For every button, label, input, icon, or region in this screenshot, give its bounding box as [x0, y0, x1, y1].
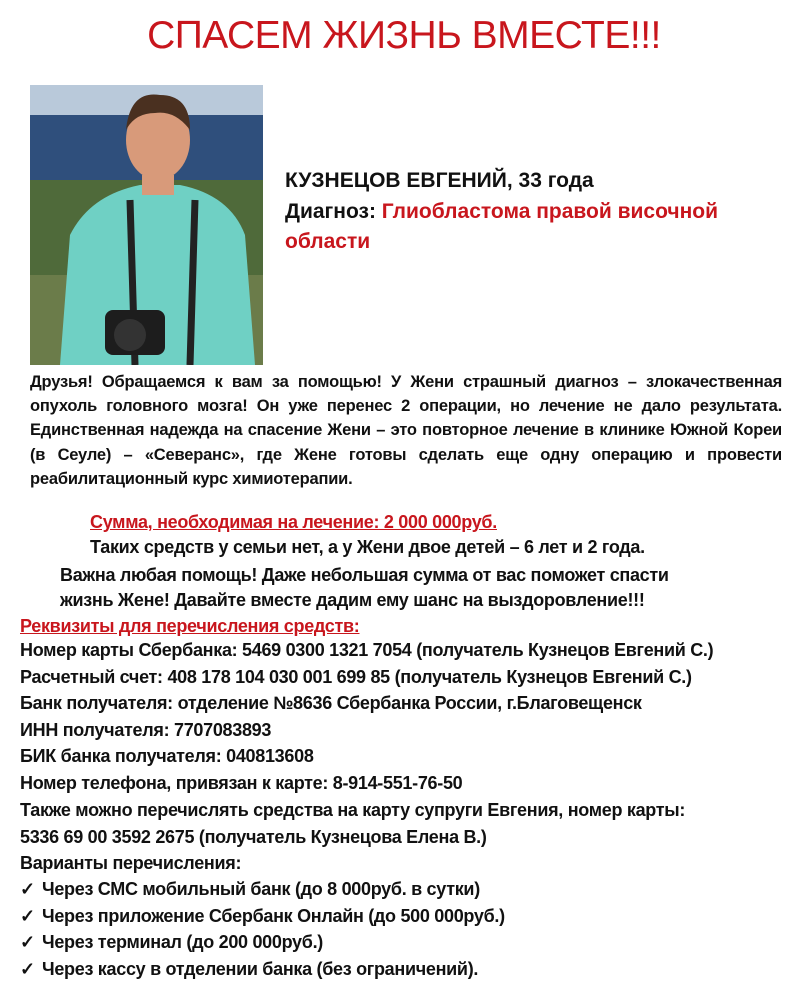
checkmark-icon: ✓ [20, 906, 35, 926]
detail-account: Расчетный счет: 408 178 104 030 001 699 85 (получатель Кузнецов Евгений С.) [20, 667, 692, 687]
poster-title: СПАСЕМ ЖИЗНЬ ВМЕСТЕ!!! [147, 14, 661, 57]
option-label: Через терминал (до 200 000руб.) [42, 932, 323, 952]
checkmark-icon: ✓ [20, 959, 35, 979]
checkmark-icon: ✓ [20, 879, 35, 899]
option-label: Через приложение Сбербанк Онлайн (до 500 000руб.) [42, 906, 505, 926]
detail-spouse: Также можно перечислять средства на карту супруги Евгения, номер карты: [20, 800, 686, 820]
detail-phone: Номер телефона, привязан к карте: 8-914-551-76-50 [20, 773, 463, 793]
diagnosis [285, 200, 718, 224]
option-item [20, 906, 505, 927]
detail-bik: БИК банка получателя: 040813608 [20, 746, 314, 766]
option-item [20, 932, 323, 953]
detail-card: Номер карты Сбербанка: 5469 0300 1321 7054 (получатель Кузнецов Евгений С.) [20, 640, 714, 660]
details-heading: Реквизиты для перечисления средств: [20, 616, 360, 636]
option-item [20, 959, 478, 980]
option-label: Через кассу в отделении банка (без ограничений). [42, 959, 479, 979]
option-item [20, 879, 480, 900]
diagnosis-value-cont: области [285, 230, 371, 253]
family-text: Таких средств у семьи нет, а у Жени двое детей – 6 лет и 2 года. [90, 537, 645, 557]
detail-inn: ИНН получателя: 7707083893 [20, 720, 272, 740]
detail-spouse-card: 5336 69 00 3592 2675 (получатель Кузнецова Елена В.) [20, 827, 487, 847]
patient-photo [30, 85, 263, 365]
options-heading: Варианты перечисления: [20, 853, 242, 873]
call-text-1: Важна любая помощь! Даже небольшая сумма от вас поможет спасти [60, 565, 669, 585]
option-label: Через СМС мобильный банк (до 8 000руб. в сутки) [42, 879, 480, 899]
appeal-text: Друзья! Обращаемся к вам за помощью! У Жени страшный диагноз – злокачественная опухоль головного мозга! Он уже перенес 2 операции, но лечение не дало результата. Единственная надежда на спасение Жени – это повторное лечение в клинике Южной Кореи (в Сеуле) – «Северанс», где Жене готовы сделать еще одну операцию и провести реабилитационный курс химиотерапии. [30, 373, 782, 488]
diagnosis-value: Глиобластома правой височной [381, 200, 719, 223]
call-text-2: жизнь Жене! Давайте вместе дадим ему шанс на выздоровление!!! [60, 590, 645, 610]
checkmark-icon: ✓ [20, 932, 35, 952]
detail-bank: Банк получателя: отделение №8636 Сбербанка России, г.Благовещенск [20, 693, 642, 713]
amount-needed: Сумма, необходимая на лечение: 2 000 000руб. [90, 512, 497, 532]
patient-name: КУЗНЕЦОВ ЕВГЕНИЙ, 33 года [285, 169, 594, 192]
diagnosis-label: Диагноз: [285, 200, 382, 223]
